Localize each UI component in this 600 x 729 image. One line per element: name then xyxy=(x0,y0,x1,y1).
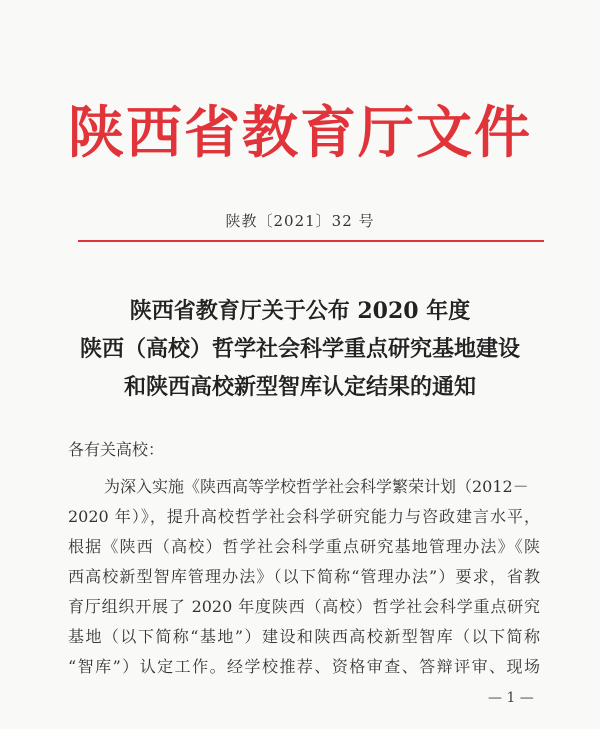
body-text xyxy=(68,472,540,682)
notice-title xyxy=(0,292,600,406)
body-line: 西高校新型智库管理办法》（以下简称“管理办法”）要求，省教 xyxy=(68,567,540,586)
notice-title-line: 陕西（高校）哲学社会科学重点研究基地建设 xyxy=(79,336,520,362)
body-line: 为深入实施《陕西高等学校哲学社会科学繁荣计划（2012－ xyxy=(104,477,529,496)
issuer-title: 陕西省教育厅文件 xyxy=(68,100,532,166)
body-line: 基地（以下简称“基地”）建设和陕西高校新型智库（以下简称 xyxy=(68,627,540,646)
body-line: “智库”）认定工作。经学校推荐、资格审查、答辩评审、现场 xyxy=(68,657,540,676)
page-number: — 1 — xyxy=(488,690,534,706)
notice-title-line: 和陕西高校新型智库认定结果的通知 xyxy=(123,374,476,400)
document-number: 陕教〔2021〕32 号 xyxy=(225,212,375,230)
body-line: 育厅组织开展了 2020 年度陕西（高校）哲学社会科学重点研究 xyxy=(68,597,540,616)
body-line: 根据《陕西（高校）哲学社会科学重点研究基地管理办法》《陕 xyxy=(68,537,540,556)
body-line: 2020 年）》，提升高校哲学社会科学研究能力与咨政建言水平， xyxy=(68,507,540,526)
notice-title-line: 陕西省教育厅关于公布 2020 年度 xyxy=(129,298,471,324)
red-divider-line xyxy=(78,240,544,242)
salutation: 各有关高校： xyxy=(68,440,165,459)
